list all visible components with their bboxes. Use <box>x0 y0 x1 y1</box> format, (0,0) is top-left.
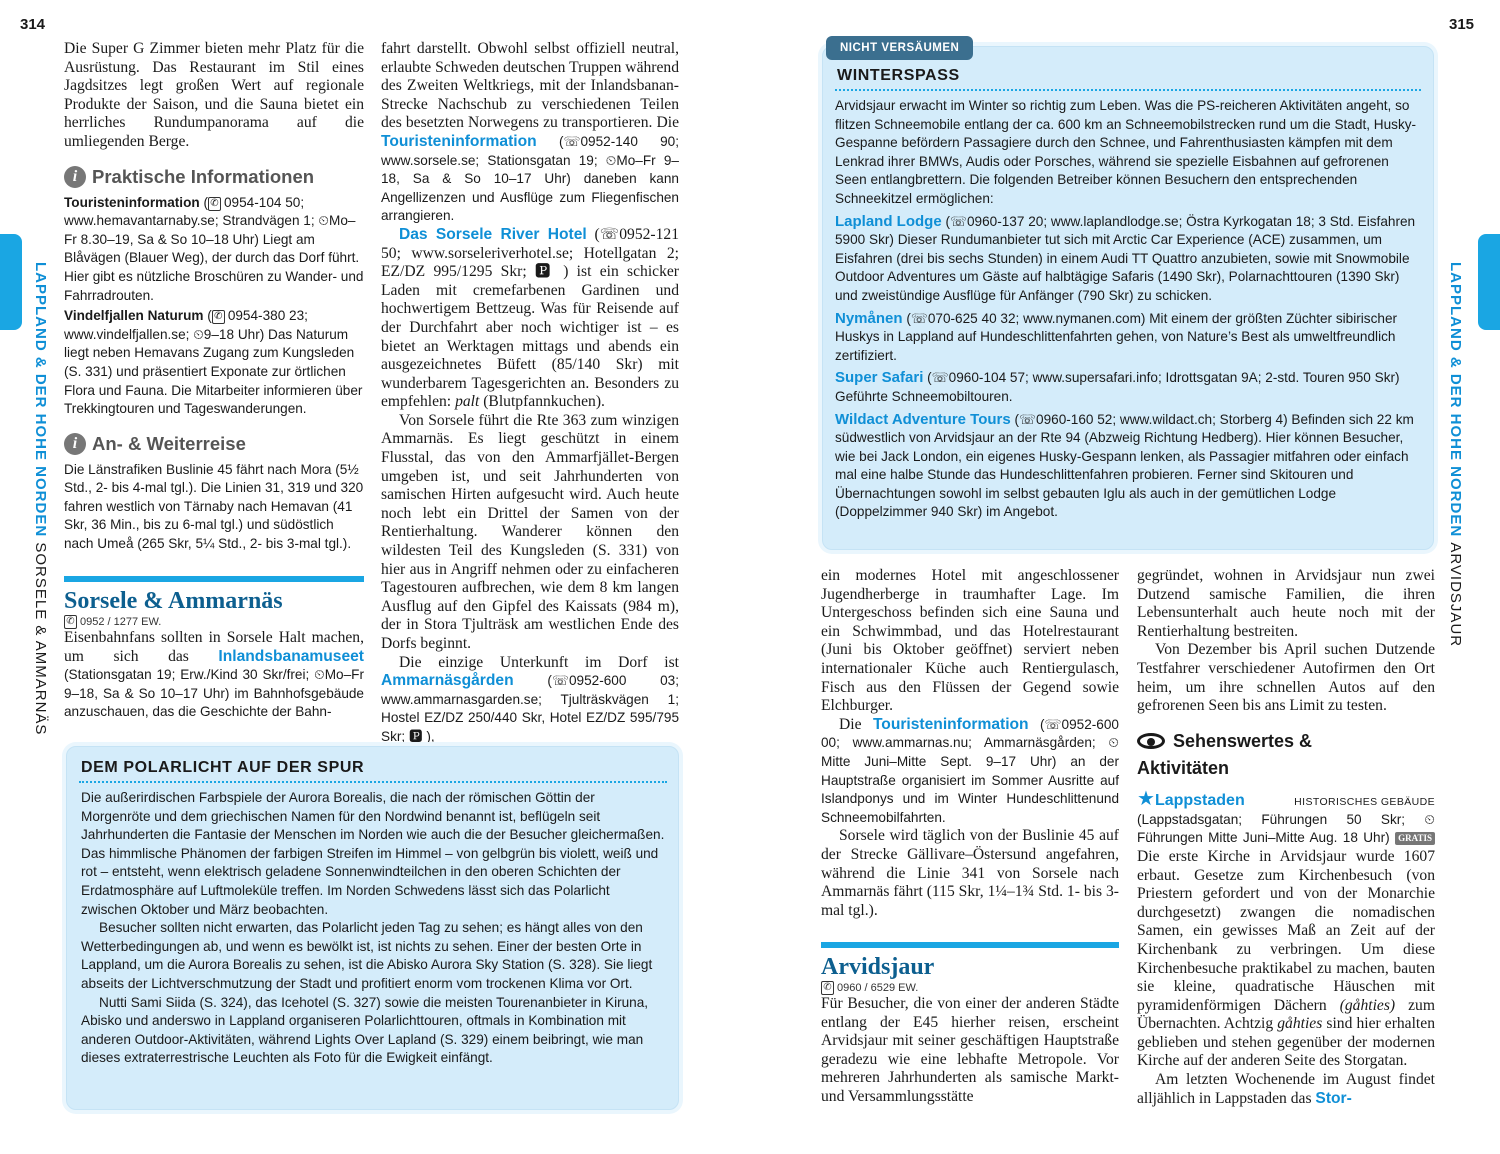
phone-icon: ✆ <box>821 981 834 995</box>
winter-item-text: (☏070-625 40 32; www.nymanen.com) Mit einem der größten Züchter sibirischer Huskys in Lappland auf Hundeschlittenfahrten gehen, von Nature’s Best als umweltfreundlich zertifiziert. <box>835 310 1398 363</box>
col2-p4 <box>381 654 679 747</box>
lappstaden-category: HISTORISCHES GEBÄUDE <box>1294 795 1435 808</box>
col4-last <box>1137 1071 1435 1108</box>
info-icon: i <box>64 166 86 188</box>
column-3 <box>821 567 1119 920</box>
vindel-text: 0954-380 23; www.vindelfjallen.se; ⏲9–18 Uhr) Das Naturum liegt neben Hemavans Zugang zum Kungsleden (S. 331) und präsentiert Exponate zur örtlichen Flora und Fauna. Die Mitarbeiter informieren über Trekkingtouren und Tageswanderungen. <box>64 308 363 417</box>
winter-item-link[interactable]: Nymånen <box>835 309 903 327</box>
praktisch-heading <box>64 166 364 188</box>
winter-box-title: WINTERSPASS <box>835 65 1421 91</box>
section-rule-sorsele <box>64 576 364 582</box>
link-storstamning[interactable]: Stor- <box>1315 1089 1352 1107</box>
page-number-left: 314 <box>20 16 46 33</box>
link-touristinfo-sorsele[interactable]: Touristeninformation <box>381 132 537 150</box>
col2-hotel <box>381 226 679 412</box>
winter-item <box>835 369 1421 406</box>
column-2 <box>381 40 679 747</box>
city-title-sorsele: Sorsele & Ammarnäs <box>64 588 283 614</box>
col2-p1 <box>381 40 679 226</box>
city-tel-sorsele <box>64 615 364 629</box>
city-tel-arvidsjaur-text: 0960 / 6529 EW. <box>837 982 919 994</box>
praktisch-heading-text: Praktische Informationen <box>92 165 315 187</box>
link-touristinfo-ammarnas[interactable]: Touristeninformation <box>872 715 1029 733</box>
winter-info-box <box>822 46 1434 550</box>
phone-icon: ✆ <box>208 197 221 211</box>
col3-p3: Sorsele wird täglich von der Buslinie 45 auf der Strecke Gällivare–Östersund angefahren, während die Linie 341 von Sorsele nach Ammarnäs fährt (115 Skr, 1¼–1¾ Std. 1- bis 3-mal tgl.). <box>821 827 1119 919</box>
winter-item-link[interactable]: Lapland Lodge <box>835 212 942 230</box>
lappstaden-info: (Lappstadsgatan; Führungen 50 Skr; ⏲Führungen Mitte Juni–Mitte Aug. 18 Uhr) <box>1137 811 1435 846</box>
lappstaden-gahties-2: gåhties <box>1277 1015 1323 1033</box>
arvidsjaur-section <box>821 954 1119 1107</box>
lappstaden-text <box>1137 811 1435 1071</box>
side-tab-right-section: ARVIDSJAUR <box>1447 542 1464 648</box>
winter-item <box>835 411 1421 523</box>
col3-p2 <box>821 716 1119 828</box>
col3-p2-a: Die <box>839 715 862 733</box>
col4-p1: gegründet, wohnen in Arvidsjaur nun zwei Dutzend samische Familien, die ihren Lebensunterhalt auch heute noch mit der Rentierhaltung bestreiten. <box>1137 567 1435 640</box>
column-4 <box>1137 567 1435 1108</box>
polar-p1: Die außerirdischen Farbspiele der Aurora Borealis, die nach der römischen Göttin der Morgenröte und dem griechischen Namen für den Nordwind benannt ist, beflügeln seit Jahrhunderten die Fantasie der Menschen im Norden wie auch die der Besucher gleichermaßen. Das himmlische Phänomen der farbigen Streifen im Himmel – von gelbgrün bis violett, weiß und rot – entsteht, wenn elektrisch geladene Sonnenwindteilchen in den oberen Schichten der Erdatmosphäre auf Luftmoleküle treffen. Im Norden Schwedens lässt sich das Polarlicht zwischen Oktober und März beobachten. <box>81 790 665 917</box>
sorsele-text-a: Eisenbahnfans sollten in Sorsele Halt machen, um sich das <box>64 629 364 665</box>
col3-p1: ein modernes Hotel mit angeschlossener Jugendherberge in traumhafter Lage. Im Untergeschoss befinden sich eine Sauna und ein Schwimmbad, und das Hotelrestaurant (Juni bis Oktober geöffnet) serviert neben internationaler Küche auch Rentiergulasch, Fisch aus den Flüssen der Gegend sowie Elchburger. <box>821 567 1119 715</box>
winter-item-text: (☏0960-137 20; www.laplandlodge.se; Östra Kyrkogatan 18; 3 Std. Eisfahren 5900 Skr) Dieser Rundumanbieter tut sich mit Arctic Car Experience (ACE) zusammen, um Eisfahren (drei bis sechs Stunden) in einem Audi TT Quattro anzubieten, sowie mit Snowmobile Outdoor Adventures um Gäste auf halbtägige Safaris (1490 Skr), Polarnachttouren (1390 Skr) und zweistündige Ausflüge für Anfänger (790 Skr) zu schicken. <box>835 213 1416 303</box>
side-tab-left <box>32 262 49 735</box>
side-tab-left-region: LAPPLAND & DER HOHE NORDEN <box>32 262 49 538</box>
side-tab-right-region: LAPPLAND & DER HOHE NORDEN <box>1447 262 1464 538</box>
star-icon: ★ <box>1137 787 1155 810</box>
anreise-text: Die Länstrafiken Buslinie 45 fährt nach Mora (5½ Std., 2- bis 4-mal tgl.). Die Linien 31, 319 und 320 fahren westlich von Tärnaby nach Hemavan (41 Skr, 36 Min., bis zu 6-mal tgl.) und südöstlich nach Umeå (265 Skr, 5¼ Std., 2- bis 3-mal tgl.). <box>64 461 364 552</box>
lappstaden-header <box>1137 786 1435 811</box>
col2-p4-a: Die einzige Unterkunft im Dorf ist <box>399 653 679 671</box>
col4-p2: Von Dezember bis April suchen Dutzende Testfahrer verschiedener Autofirmen den Ort heim, um ihre schnellen Autos auf den gefrorenen Seen bis ans Limit zu testen. <box>1137 641 1435 715</box>
winter-item-text: (☏0960-160 52; www.wildact.ch; Storberg 4) Befinden sich 22 km südwestlich von Arvidsjaur an der Rte 94 (Abzweig Richtung Hedberg). Hier können Besucher, wie bei Jack London, ein eigenes Husky-Gespann lenken, als Passagier mitfahren oder einfach mal eine halbe Stunde das Hundeschlittenfahren probieren. Ferner sind Skitouren und Übernachtungen sowohl im selbst gebauten Iglu als auch in der gemütlichen Lodge (Doppelzimmer 940 Skr) im Angebot. <box>835 411 1414 520</box>
touristinfo-name: Touristeninformation <box>64 194 200 210</box>
sorsele-section <box>64 588 364 722</box>
city-tel-sorsele-text: 0952 / 1277 EW. <box>80 616 162 628</box>
city-tel-arvidsjaur <box>821 981 1119 995</box>
sorsele-text <box>64 629 364 722</box>
link-ammarnasgarden[interactable]: Ammarnäsgården <box>381 672 514 690</box>
info-icon: i <box>64 433 86 455</box>
anreise-heading <box>64 433 364 455</box>
col2-hotel-text: (☏0952-121 50; www.sorseleriverhotel.se; Hotellgatan 2; EZ/DZ 995/1295 Skr; 🅿︎ ) ist ein schicker Laden mit cremefarbenen Gardinen und hochwertigem Bettzeug. Was für Reisende auf der Durchfahrt aber noch wichtiger ist – es bietet an Werktagen mittags und abends ein ausgezeichnetes Büfett (85/140 Skr) mit wunderbarem Tagesgerichten an. Besonders zu empfehlen: <box>381 225 679 411</box>
col2-p3: Von Sorsele führt die Rte 363 zum winzigen Ammarnäs. Es liegt geschützt in einem Flusstal, das von den Ammarfjället-Bergen umgeben ist, und seit Jahrhunderten von samischen Hirten aufgesucht wird. Auch heute noch lebt ein Drittel der Samen von der Rentierhaltung. Wanderer können den wildesten Teil des Kungsleden (S. 331) von hier aus in Angriff nehmen oder zu einfacheren Tagestouren aufbrechen, wie dem 8 km langen Ausflug auf den Gipfel des Kaissats (984 m), der in Stora Tjulträsk am westlichen Ende des Dorfs beginnt. <box>381 411 679 652</box>
link-sorsele-river-hotel[interactable]: Das Sorsele River Hotel <box>399 225 587 243</box>
arvidsjaur-text: Für Besucher, die von einer der anderen Städte entlang der E45 hierher reisen, erscheint Arvidsjaur mit seiner geschäftigen Hauptstraße geradezu wie eine lebhafte Metropole. Vor mehreren Jahrhunderten als samische Markt- und Versammlungsstätte <box>821 995 1119 1105</box>
column-1 <box>64 40 364 554</box>
col3-p2-b: (☏0952-600 00; www.ammarnas.nu; Ammarnäsgården; ⏲Mitte Juni–Mitte Sept. 9–17 Uhr) an der Hauptstraße organisiert im Sommer Ausritte auf Islandponys und im Winter Hundeschlittenund Schneemobilfahrten. <box>821 716 1119 825</box>
winter-intro: Arvidsjaur erwacht im Winter so richtig zum Leben. Was die PS-reicheren Aktivitäten angeht, so flitzen Schneemobile entlang der ca. 600 km an Schneemobilstrecken rund um die Stadt, Husky-Gespanne befördern Passagiere durch den Schnee, und Fahrenthusiasten kämpfen mit dem Lenkrad ihrer BMWs, Audis oder Porsches, während sie spezielle Eisbahnen auf gefrorenen Seen entlangbrettern. Die folgenden Betreiber können Besuchern den entsprechenden Schneekitzel ermöglichen: <box>835 98 1417 206</box>
side-tab-left-section: SORSELE & AMMARNÄS <box>32 542 49 736</box>
col2-p4-b: (☏0952-600 03; www.ammarnasgarden.se; Tjulträskvägen 1; Hostel EZ/DZ 250/440 Skr, Hotel EZ/DZ 595/795 Skr; 🅿︎ ), <box>381 673 679 744</box>
phone-icon: ✆ <box>64 615 77 629</box>
lappstaden-text-a: Die erste Kirche in Arvidsjaur wurde 1607 erbaut. Gesetze zum Kirchenbesuch (von Priestern gefordert und von der Monarchie durchgesetzt) zwangen die nomadischen Samen, ein gewisses Maß an Zeit auf der Kirchenbank zu verbringen. Um diese Kirchenbesuche praktikabel zu machen, bauten sie kleine, quadratische Häuschen mit pyramidenförmigen Dächern <box>1137 847 1435 1014</box>
gratis-badge: GRATIS <box>1395 832 1435 845</box>
section-rule-arvidsjaur <box>821 942 1119 948</box>
side-tab-left-marker <box>0 234 22 330</box>
lappstaden-gahties: (gåhties) <box>1339 996 1396 1014</box>
col2-p1-a: fahrt darstellt. Obwohl selbst offiziell neutral, erlaubte Schweden deutschen Truppen während des Zweiten Weltkriegs, mit der Inlandsbanan-Strecke Nachschub zu verschiedenen Teilen des besetzten Norwegens zu transportieren. Die <box>381 40 679 132</box>
touristinfo-text: 0954-104 50; www.hemavantarnaby.se; Strandvägen 1; ⏲Mo–Fr 8.30–19, Sa & So 10–18 Uhr) Liegt am Blåvägen (Blauer Weg), der durch das Dorf führt. Hier gibt es nützliche Broschüren zu Wander- und Fahrradrouten. <box>64 194 364 303</box>
link-lappstaden[interactable]: Lappstaden <box>1154 791 1245 809</box>
polar-p2: Besucher sollten nicht erwarten, das Polarlicht jeden Tag zu sehen; es hängt alles von den Wetterbedingungen ab, und wenn es bewölkt ist, ist nichts zu sehen. Einer der besten Orte in Lappland, um die Aurora Borealis zu sehen, ist die Abisko Aurora Sky Station (S. 328). Sie liegt abseits der Lichtverschmutzung der Stadt und profitiert enorm vom trockenen Klima vor Ort. <box>81 920 653 991</box>
side-tab-right <box>1447 262 1464 647</box>
col2-hotel-end: (Blutpfannkuchen). <box>483 393 605 411</box>
sights-heading <box>1137 728 1435 782</box>
phone-icon: ✆ <box>212 310 225 324</box>
touristinfo-entry: Touristeninformation ( ✆ 0954-104 50; www.hemavantarnaby.se; Strandvägen 1; ⏲Mo–Fr 8.30–19, Sa & So 10–18 Uhr) Liegt am Blåvägen (Blauer Weg), der durch das Dorf führt. Hier gibt es nützliche Broschüren zu Wander- und Fahrradrouten. <box>64 194 364 303</box>
sights-heading-line1: Sehenswertes & <box>1173 730 1313 751</box>
winter-item-text: (☏0960-104 57; www.supersafari.info; Idrottsgatan 9A; 2-std. Touren 950 Skr) Geführte Schneemobiltouren. <box>835 370 1400 404</box>
page-number-right: 315 <box>1449 16 1475 33</box>
link-inlandsbanamuseet[interactable]: Inlandsbanamuseet <box>218 647 364 665</box>
vindel-entry: Vindelfjallen Naturum ( ✆ 0954-380 23; www.vindelfjallen.se; ⏲9–18 Uhr) Das Naturum liegt neben Hemavans Zugang zum Kungsleden (S. 331) und präsentiert Exponate zur örtlichen Flora und Fauna. Die Mitarbeiter informieren über Trekkingtouren und Tageswanderungen. <box>64 308 363 417</box>
winter-items <box>835 213 1421 523</box>
lappstaden-text-c: sind hier erhalten geblieben und stehen gegenüber der modernen Kirche auf der anderen Seite des Storgatan. <box>1137 1015 1435 1070</box>
polar-info-box <box>66 746 679 1110</box>
side-tab-right-marker <box>1478 234 1500 330</box>
nicht-versaeumen-badge: NICHT VERSÄUMEN <box>826 36 973 60</box>
polar-p3: Nutti Sami Siida (S. 324), das Icehotel (S. 327) sowie die meisten Tourenanbieter in Kiruna, Abisko und anderswo in Lappland organiseren Polarlichttouren, oftmals in Kombination mit anderen Outdoor-Aktivitäten, während Lights Over Lapland (S. 329) einem beibringt, wie man dieses extraterrestrische Leuchten als Foto für die Ewigkeit einfängt. <box>81 994 649 1066</box>
winter-item <box>835 213 1421 306</box>
winter-item <box>835 310 1421 366</box>
polar-box-title: DEM POLARLICHT AUF DER SPUR <box>79 757 667 783</box>
sights-heading-line2: Aktivitäten <box>1137 757 1230 778</box>
col2-p1-b: (☏0952-140 90; www.sorsele.se; Stationsgatan 19; ⏲Mo–Fr 9–18, Sa & So 10–17 Uhr) daneben kann Angellizenzen und Ausflüge zum Fliegenfischen arrangieren. <box>381 133 679 224</box>
col2-hotel-palt: palt <box>455 393 480 411</box>
lappstaden-text-b: zum Übernachten. Achtzig <box>1137 996 1435 1033</box>
eye-icon <box>1137 733 1165 749</box>
anreise-heading-text: An- & Weiterreise <box>92 432 246 454</box>
vindel-name: Vindelfjallen Naturum <box>64 308 204 324</box>
city-title-arvidsjaur: Arvidsjaur <box>821 954 935 980</box>
col1-intro: Die Super G Zimmer bieten mehr Platz für die Ausrüstung. Das Restaurant im Stil eines Jagdsitzes legt großen Wert auf regionale Produkte der Saison, und die Sauna bietet ein herrliches Rundumpanorama auf die umliegenden Berge. <box>64 40 364 150</box>
col4-last-a: Am letzten Wochenende im August findet alljählich in Lappstaden das <box>1137 1071 1435 1107</box>
winter-item-link[interactable]: Super Safari <box>835 369 924 387</box>
sorsele-text-b: (Stationsgatan 19; Erw./Kind 30 Skr/frei; ⏲Mo–Fr 9–18, Sa & So 10–17 Uhr) im Bahnhofsgebäude anzuschauen, das die Geschichte der Bahn- <box>64 667 364 720</box>
winter-item-link[interactable]: Wildact Adventure Tours <box>835 410 1011 428</box>
